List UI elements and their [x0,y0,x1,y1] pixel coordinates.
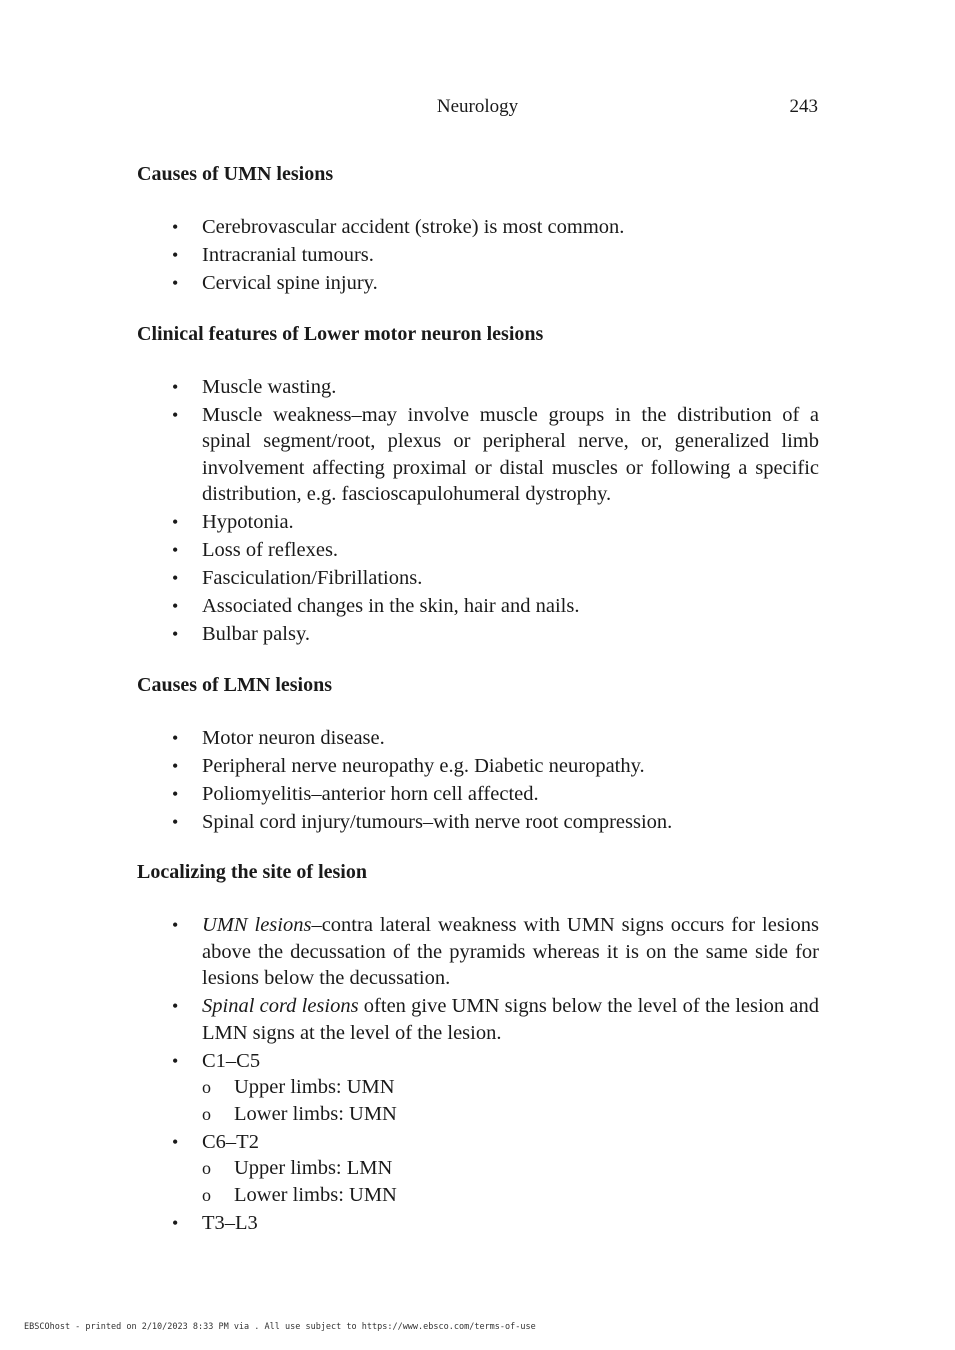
bullet-icon: • [172,811,179,832]
list-item: • Fasciculation/Fibrillations. [137,565,819,592]
bullet-icon: • [172,568,179,588]
circle-bullet-icon: o [202,1158,211,1178]
list-item: • Hypotonia. [137,509,819,536]
list-causes-umn [137,214,819,297]
list-item: • Muscle wasting. [137,374,819,401]
list-item: • Bulbar palsy. [137,621,819,648]
bullet-icon: • [172,245,179,265]
sub-list-item: o Upper limbs: LMN [202,1155,819,1182]
sub-list-item: o Upper limbs: UMN [202,1074,819,1101]
list-item: • Muscle weakness–may involve muscle groups in the distribution of a spinal segment/root, plexus or peripheral nerve, or, generalized limb involvement affecting proximal or distal muscles or following a specific distribution, e.g. fascioscapulohumeral dystrophy. [172,403,819,505]
list-item: • C6–T2 o Upper limbs: LMN o Lower limbs: UMN [137,1129,819,1209]
bullet-icon: • [172,915,179,935]
bullet-icon: • [172,217,179,237]
bullet-icon: • [172,404,179,425]
bullet-icon: • [172,512,179,532]
list-item: • Intracranial tumours. [137,242,819,269]
bullet-icon: • [172,727,179,748]
bullet-icon: • [172,624,179,644]
list-lmn-features [137,374,819,648]
list-item: • Spinal cord injury/tumours–with nerve root compression. [137,809,819,836]
heading-causes-lmn: Causes of LMN lesions [137,673,333,696]
sub-list-item: o Lower limbs: UMN [202,1101,819,1128]
bullet-icon: • [172,540,179,560]
emphasis-term: UMN lesions [202,914,312,936]
circle-bullet-icon: o [202,1103,211,1124]
bullet-icon: • [172,1050,179,1071]
bullet-icon: • [172,783,179,804]
bullet-icon: • [172,376,179,397]
list-item: • Cervical spine injury. [137,270,819,297]
list-item: • UMN lesions–contra lateral weakness with UMN signs occurs for lesions above the decussation of the pyramids whereas it is on the same side for lesions below the decussation. [172,914,820,989]
page-body [137,161,819,1260]
bullet-icon: • [172,273,179,293]
sub-list [202,1155,819,1208]
list-item: • Associated changes in the skin, hair and nails. [137,593,819,620]
list-item: • Poliomyelitis–anterior horn cell affected. [137,781,819,808]
circle-bullet-icon: o [202,1184,211,1205]
list-causes-lmn [137,725,819,836]
list-item: • Peripheral nerve neuropathy e.g. Diabetic neuropathy. [137,753,819,780]
list-item: • Spinal cord lesions often give UMN signs below the level of the lesion and LMN signs at the level of the lesion. [172,995,819,1044]
bullet-icon: • [172,1131,179,1152]
page-number: 243 [789,96,818,117]
running-title: Neurology [436,96,519,117]
heading-lmn-features: Clinical features of Lower motor neuron lesions [137,322,544,345]
bullet-icon: • [172,596,179,616]
bullet-icon: • [172,755,179,776]
heading-causes-umn: Causes of UMN lesions [137,163,334,185]
bullet-icon: • [172,1212,179,1233]
list-localizing-lesion [137,912,819,1236]
list-item: • T3–L3 [137,1210,819,1237]
sub-list [202,1074,819,1127]
circle-bullet-icon: o [202,1077,211,1097]
list-item: • C1–C5 o Upper limbs: UMN o Lower limbs: UMN [137,1048,819,1128]
list-item: • Loss of reflexes. [137,537,819,564]
list-item: • Motor neuron disease. [137,725,819,752]
list-item: • Cerebrovascular accident (stroke) is most common. [137,214,819,241]
emphasis-term: Spinal cord lesions [202,995,359,1017]
bullet-icon: • [172,996,179,1016]
print-footer: EBSCOhost - printed on 2/10/2023 8:33 PM via . All use subject to https://www.ebsco.com/terms-of-use [24,1322,536,1332]
running-head [0,96,955,122]
sub-list-item: o Lower limbs: UMN [202,1182,819,1209]
heading-localizing-lesion: Localizing the site of lesion [137,861,367,883]
